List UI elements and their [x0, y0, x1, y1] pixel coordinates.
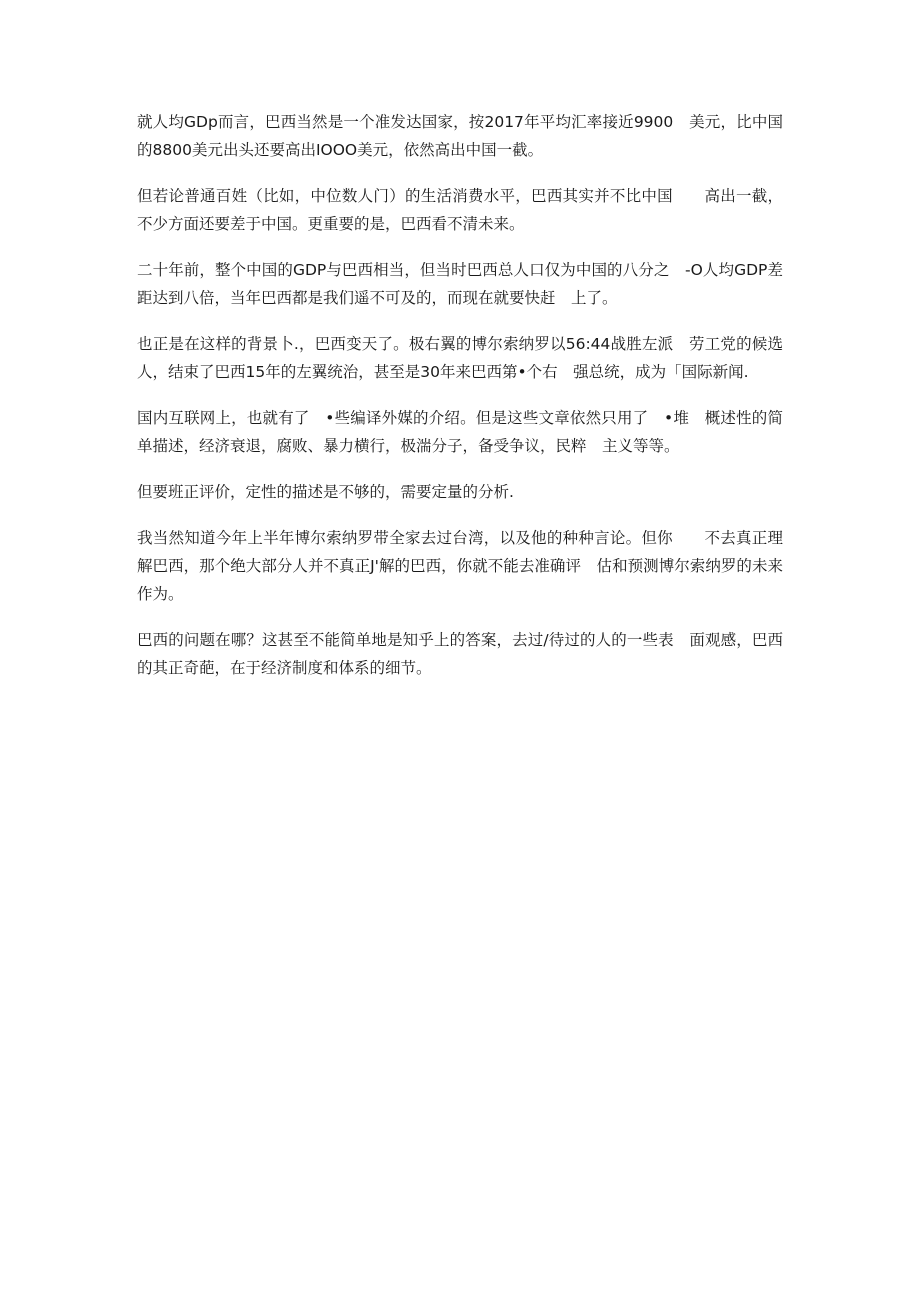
paragraph-4: 也正是在这样的背景卜.，巴西变天了。极右翼的博尔索纳罗以56:44战胜左派 劳工党的候选人，结束了巴西15年的左翼统治，甚至是30年来巴西第•个右 强总统，成为「国际新闻.	[137, 335, 783, 381]
paragraph-8: 巴西的问题在哪？这甚至不能简单地是知乎上的答案，去过/待过的人的一些表 面观感，巴西的其正奇葩，在于经济制度和体系的细节。	[137, 631, 783, 677]
paragraph-7: 我当然知道今年上半年博尔索纳罗带全家去过台湾，以及他的种种言论。但你 不去真正理解巴西，那个绝大部分人并不真正J'解的巴西，你就不能去准确评 估和预测博尔索纳罗的未来作为。	[137, 529, 783, 603]
paragraph-2: 但若论普通百姓（比如，中位数人门）的生活消费水平，巴西其实并不比中国 高出一截，不少方面还要差于中国。更重要的是，巴西看不清未来。	[137, 187, 783, 233]
paragraph-3: 二十年前，整个中国的GDP与巴西相当，但当时巴西总人口仅为中国的八分之 -O人均GDP差距达到八倍，当年巴西都是我们遥不可及的，而现在就要快赶 上了。	[137, 261, 783, 307]
article-body	[137, 108, 783, 700]
paragraph-6: 但要班正评价，定性的描述是不够的，需要定量的分析.	[137, 483, 514, 501]
paragraph-1: 就人均GDp而言，巴西当然是一个准发达国家，按2017年平均汇率接近9900 美元，比中国的8800美元出头还要高出IOOO美元，依然高出中国一截。	[137, 113, 783, 159]
paragraph-5: 国内互联网上，也就有了 •些编译外媒的介绍。但是这些文章依然只用了 •堆 概述性的简单描述，经济衰退，腐败、暴力横行，极湍分子，备受争议，民粹 主义等等。	[137, 409, 783, 455]
